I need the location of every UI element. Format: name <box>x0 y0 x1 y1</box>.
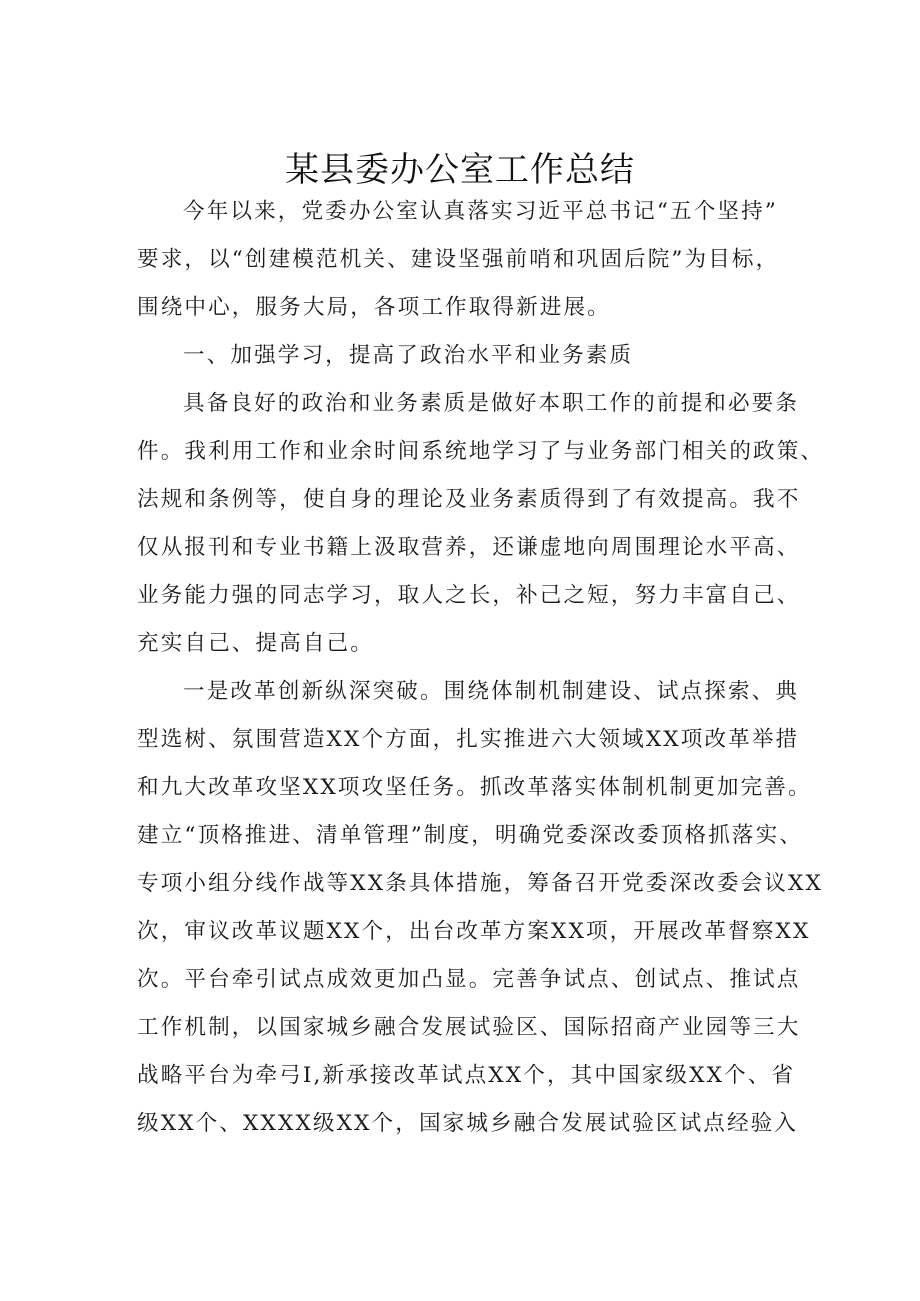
paragraph-line: 充实自己、提高自己。 <box>137 631 374 656</box>
paragraph-line: 级XX个、XXXX级XX个，国家城乡融合发展试验区试点经验入 <box>137 1111 799 1136</box>
paragraph-line: 仅从报刊和专业书籍上汲取营养，还谦虚地向周围理论水平高、 <box>137 535 801 560</box>
paragraph-line: 件。我利用工作和业余时间系统地学习了与业务部门相关的政策、 <box>137 439 825 464</box>
paragraph-line: 工作机制，以国家城乡融合发展试验区、国际招商产业园等三大 <box>137 1015 801 1040</box>
section-heading: 一、加强学习，提高了政治水平和业务素质 <box>183 343 634 368</box>
paragraph-line: 建立“顶格推进、清单管理”制度，明确党委深改委顶格抓落实、 <box>137 823 804 848</box>
paragraph-line: 具备良好的政治和业务素质是做好本职工作的前提和必要条 <box>183 391 800 416</box>
paragraph-line: 一是改革创新纵深突破。围绕体制机制建设、试点探索、典 <box>183 679 800 704</box>
paragraph-line: 和九大改革攻坚XX项攻坚任务。抓改革落实体制机制更加完善。 <box>137 775 812 800</box>
paragraph-line: 次，审议改革议题XX个，出台改革方案XX项，开展改革督察XX <box>137 919 811 944</box>
document-body <box>137 188 825 1148</box>
paragraph-line: 型选树、氛围营造XX个方面，扎实推进六大领域XX项改革举措 <box>137 727 800 752</box>
paragraph-line: 今年以来，党委办公室认真落实习近平总书记“五个坚持” <box>183 199 778 224</box>
paragraph-line: 专项小组分线作战等XX条具体措施，筹备召开党委深改委会议XX <box>137 871 823 896</box>
paragraph-line: 要求，以“创建模范机关、建设坚强前哨和巩固后院”为目标， <box>137 247 780 272</box>
paragraph-line: 业务能力强的同志学习，取人之长，补己之短，努力丰富自己、 <box>137 583 801 608</box>
paragraph-line: 围绕中心，服务大局，各项工作取得新进展。 <box>137 295 611 320</box>
paragraph-line: 次。平台牵引试点成效更加凸显。完善争试点、创试点、推试点 <box>137 967 801 992</box>
document-title: 某县委办公室工作总结 <box>285 150 635 190</box>
paragraph-line: 法规和条例等，使自身的理论及业务素质得到了有效提高。我不 <box>137 487 801 512</box>
paragraph-line: 战略平台为牵弓I,新承接改革试点XX个，其中国家级XX个、省 <box>137 1063 796 1088</box>
